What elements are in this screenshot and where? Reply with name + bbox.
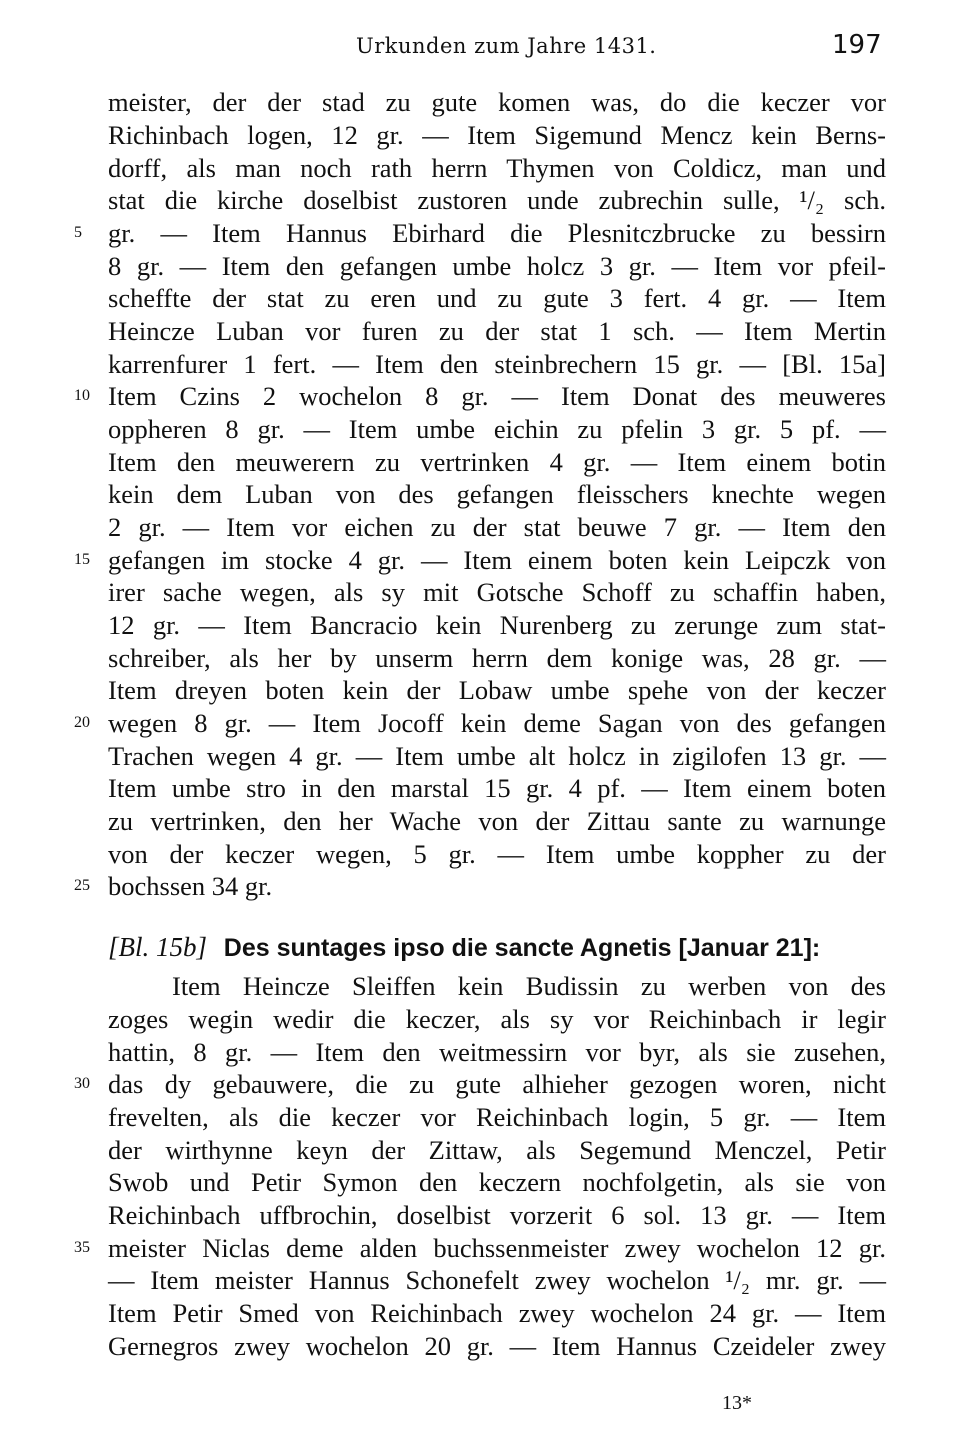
text-line: schreiber, als her by unserm herrn dem konige was, 28 gr. — bbox=[108, 643, 886, 673]
folio-reference: [Bl. 15b] bbox=[108, 932, 208, 962]
page-number: 197 bbox=[832, 30, 882, 60]
text-line: Item den meuwerern zu vertrinken 4 gr. — Item einem botin bbox=[108, 447, 886, 477]
text-line: Gernegros zwey wochelon 20 gr. — Item Hannus Czeideler zwey bbox=[108, 1331, 886, 1361]
text-line: zu vertrinken, den her Wache von der Zittau sante zu warnunge bbox=[108, 806, 886, 836]
text-line: Reichinbach uffbrochin, doselbist vorzerit 6 sol. 13 gr. — Item bbox=[108, 1200, 886, 1230]
text-line: dorff, als man noch rath herrn Thymen von Coldicz, man und bbox=[108, 153, 886, 183]
text-line: 8 gr. — Item den gefangen umbe holcz 3 gr. — Item vor pfeil- bbox=[108, 251, 886, 281]
line-number: 30 bbox=[74, 1075, 90, 1092]
text-line: scheffte der stat zu eren und zu gute 3 fert. 4 gr. — Item bbox=[108, 283, 886, 313]
text-line: meister Niclas deme alden buchssenmeister zwey wochelon 12 gr. bbox=[108, 1233, 886, 1263]
line-number: 35 bbox=[74, 1239, 90, 1256]
text-line: 12 gr. — Item Bancracio kein Nurenberg zu zerunge zum stat- bbox=[108, 610, 886, 640]
text-line: wegen 8 gr. — Item Jocoff kein deme Sagan von des gefangen bbox=[108, 708, 886, 738]
text-line: hattin, 8 gr. — Item den weitmessirn vor byr, als sie zusehen, bbox=[108, 1037, 886, 1067]
page-header bbox=[0, 30, 960, 70]
text-line: frevelten, als die keczer vor Reichinbach login, 5 gr. — Item bbox=[108, 1102, 886, 1132]
text-line: das dy gebauwere, die zu gute alhieher gezogen woren, nicht bbox=[108, 1069, 886, 1099]
text-line: Heincze Luban vor furen zu der stat 1 sch. — Item Mertin bbox=[108, 316, 886, 346]
text-line: Item dreyen boten kein der Lobaw umbe spehe von der keczer bbox=[108, 675, 886, 705]
text-line: von der keczer wegen, 5 gr. — Item umbe koppher zu der bbox=[108, 839, 886, 869]
text-line: zoges wegin wedir die keczer, als sy vor Reichinbach ir legir bbox=[108, 1004, 886, 1034]
text-line: bochssen 34 gr. bbox=[108, 871, 273, 901]
text-line: Richinbach logen, 12 gr. — Item Sigemund Mencz kein Berns- bbox=[108, 120, 886, 150]
text-line: gr. — Item Hannus Ebirhard die Plesnitczbrucke zu bessirn bbox=[108, 218, 886, 248]
text-line: irer sache wegen, als sy mit Gotsche Schoff zu schaffin haben, bbox=[108, 577, 886, 607]
text-line: kein dem Luban von des gefangen fleisschers knechte wegen bbox=[108, 479, 886, 509]
text-line: Item umbe stro in den marstal 15 gr. 4 pf. — Item einem boten bbox=[108, 773, 886, 803]
text-line: Trachen wegen 4 gr. — Item umbe alt holcz in zigilofen 13 gr. — bbox=[108, 741, 886, 771]
line-number: 20 bbox=[74, 714, 90, 731]
text-line: 2 gr. — Item vor eichen zu der stat beuwe 7 gr. — Item den bbox=[108, 512, 886, 542]
signature-mark: 13* bbox=[722, 1392, 752, 1414]
text-line: stat die kirche doselbist zustoren unde zubrechin sulle, ¹/₂ sch. bbox=[108, 185, 886, 215]
section-heading bbox=[108, 930, 888, 964]
text-line: karrenfurer 1 fert. — Item den steinbrechern 15 gr. — [Bl. 15a] bbox=[108, 349, 886, 379]
line-number: 15 bbox=[74, 551, 90, 568]
text-line: der wirthynne keyn der Zittaw, als Segemund Menczel, Petir bbox=[108, 1135, 886, 1165]
section-title: Des suntages ipso die sancte Agnetis [Januar 21]: bbox=[223, 934, 821, 962]
text-line: gefangen im stocke 4 gr. — Item einem boten kein Leipczk von bbox=[108, 545, 886, 575]
text-line: meister, der der stad zu gute komen was, do die keczer vor bbox=[108, 87, 886, 117]
line-number: 10 bbox=[74, 387, 90, 404]
text-line: oppheren 8 gr. — Item umbe eichin zu pfelin 3 gr. 5 pf. — bbox=[108, 414, 886, 444]
running-head: Urkunden zum Jahre 1431. bbox=[356, 34, 657, 58]
text-line: Swob und Petir Symon den keczern nochfolgetin, als sie von bbox=[108, 1167, 886, 1197]
line-number: 25 bbox=[74, 877, 90, 894]
text-line: — Item meister Hannus Schonefelt zwey wochelon ¹/₂ mr. gr. — bbox=[108, 1265, 886, 1295]
text-line: Item Czins 2 wochelon 8 gr. — Item Donat des meuweres bbox=[108, 381, 886, 411]
line-number: 5 bbox=[74, 224, 82, 241]
text-line: Item Heincze Sleiffen kein Budissin zu werben von des bbox=[172, 971, 886, 1001]
text-line: Item Petir Smed von Reichinbach zwey wochelon 24 gr. — Item bbox=[108, 1298, 886, 1328]
